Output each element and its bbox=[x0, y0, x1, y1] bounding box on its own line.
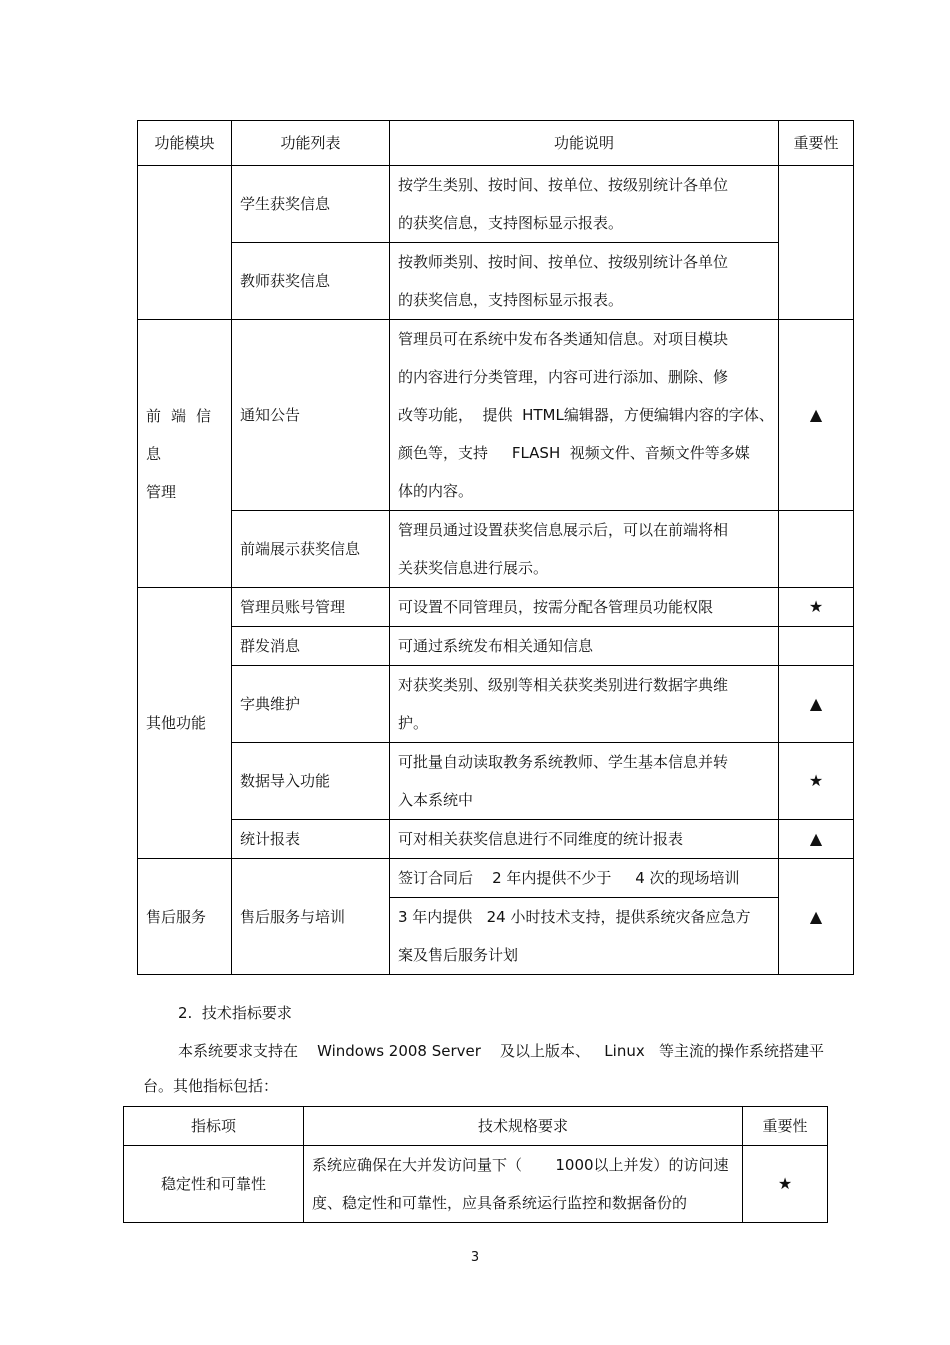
table-row bbox=[138, 243, 854, 320]
description-cell bbox=[390, 898, 779, 975]
description-line: 按教师类别、按时间、按单位、按级别统计各单位 bbox=[398, 253, 729, 271]
description-line: 3 年内提供 24 小时技术支持，提供系统灾备应急方 bbox=[398, 908, 751, 926]
table-row bbox=[138, 859, 854, 898]
feature-cell: 群发消息 bbox=[232, 627, 390, 666]
description-line: 系统应确保在大并发访问量下（ 1000以上并发）的访问速 bbox=[312, 1156, 729, 1174]
importance-cell: ★ bbox=[779, 743, 854, 820]
table-row bbox=[138, 743, 854, 820]
feature-cell: 教师获奖信息 bbox=[232, 243, 390, 320]
table-row bbox=[138, 820, 854, 859]
table-row bbox=[138, 320, 854, 511]
description-cell bbox=[390, 243, 779, 320]
importance-cell: ▲ bbox=[779, 320, 854, 511]
function-table bbox=[137, 120, 854, 975]
description-line: 的获奖信息，支持图标显示报表。 bbox=[398, 291, 624, 309]
module-cell-frontend bbox=[138, 320, 232, 588]
tech-spec-table bbox=[123, 1106, 828, 1223]
importance-cell: ▲ bbox=[779, 859, 854, 975]
description-cell: 签订合同后 2 年内提供不少于 4 次的现场培训 bbox=[390, 859, 779, 898]
description-line: 按学生类别、按时间、按单位、按级别统计各单位 bbox=[398, 176, 729, 194]
header-description: 功能说明 bbox=[390, 121, 779, 166]
description-line: 改等功能， 提供 HTML编辑器，方便编辑内容的字体、 bbox=[398, 406, 774, 424]
spec-cell bbox=[304, 1146, 743, 1223]
header-feature-list: 功能列表 bbox=[232, 121, 390, 166]
description-line: 案及售后服务计划 bbox=[398, 946, 519, 964]
description-line: 颜色等，支持 FLASH 视频文件、音频文件等多媒 bbox=[398, 444, 750, 462]
feature-cell: 字典维护 bbox=[232, 666, 390, 743]
description-cell: 可设置不同管理员，按需分配各管理员功能权限 bbox=[390, 588, 779, 627]
module-label: 前端信息 bbox=[146, 406, 222, 463]
header-importance: 重要性 bbox=[779, 121, 854, 166]
module-label: 管理 bbox=[146, 482, 177, 501]
module-cell-aftersales: 售后服务 bbox=[138, 859, 232, 975]
module-cell-other: 其他功能 bbox=[138, 588, 232, 859]
header-spec: 技术规格要求 bbox=[304, 1107, 743, 1146]
description-cell bbox=[390, 511, 779, 588]
feature-cell: 数据导入功能 bbox=[232, 743, 390, 820]
description-line: 关获奖信息进行展示。 bbox=[398, 559, 549, 577]
header-importance: 重要性 bbox=[743, 1107, 828, 1146]
page-number: 3 bbox=[470, 1250, 480, 1265]
importance-cell bbox=[779, 511, 854, 588]
table-row bbox=[138, 166, 854, 243]
description-cell bbox=[390, 666, 779, 743]
description-cell bbox=[390, 320, 779, 511]
header-item: 指标项 bbox=[124, 1107, 304, 1146]
feature-cell: 售后服务与培训 bbox=[232, 859, 390, 975]
description-line: 入本系统中 bbox=[398, 791, 474, 809]
table-row bbox=[138, 588, 854, 627]
description-line: 体的内容。 bbox=[398, 482, 474, 500]
paragraph-line: 本系统要求支持在 Windows 2008 Server 及以上版本、 Linux 等主流的操作系统搭建平 bbox=[178, 1042, 825, 1060]
feature-cell: 前端展示获奖信息 bbox=[232, 511, 390, 588]
table-row bbox=[138, 666, 854, 743]
description-cell bbox=[390, 743, 779, 820]
table-row bbox=[124, 1146, 828, 1223]
importance-cell bbox=[779, 627, 854, 666]
description-line: 管理员通过设置获奖信息展示后，可以在前端将相 bbox=[398, 521, 729, 539]
importance-cell: ★ bbox=[779, 588, 854, 627]
description-line: 可批量自动读取教务系统教师、学生基本信息并转 bbox=[398, 753, 729, 771]
feature-cell: 学生获奖信息 bbox=[232, 166, 390, 243]
importance-cell bbox=[779, 166, 854, 320]
module-cell-empty bbox=[138, 166, 232, 320]
description-line: 对获奖类别、级别等相关获奖类别进行数据字典维 bbox=[398, 676, 729, 694]
importance-cell: ▲ bbox=[779, 666, 854, 743]
description-cell: 可通过系统发布相关通知信息 bbox=[390, 627, 779, 666]
description-line: 度、稳定性和可靠性，应具备系统运行监控和数据备份的 bbox=[312, 1194, 688, 1212]
table-row bbox=[138, 627, 854, 666]
table-header-row bbox=[124, 1107, 828, 1146]
feature-cell: 管理员账号管理 bbox=[232, 588, 390, 627]
table-header-row bbox=[138, 121, 854, 166]
section-heading: 2. 技术指标要求 bbox=[178, 1004, 292, 1022]
header-module: 功能模块 bbox=[138, 121, 232, 166]
importance-cell: ★ bbox=[743, 1146, 828, 1223]
paragraph-line: 台。其他指标包括： bbox=[143, 1077, 279, 1095]
item-cell: 稳定性和可靠性 bbox=[124, 1146, 304, 1223]
description-line: 的内容进行分类管理，内容可进行添加、删除、修 bbox=[398, 368, 729, 386]
description-line: 管理员可在系统中发布各类通知信息。对项目模块 bbox=[398, 330, 729, 348]
description-cell: 可对相关获奖信息进行不同维度的统计报表 bbox=[390, 820, 779, 859]
importance-cell: ▲ bbox=[779, 820, 854, 859]
feature-cell: 统计报表 bbox=[232, 820, 390, 859]
table-row bbox=[138, 511, 854, 588]
feature-cell: 通知公告 bbox=[232, 320, 390, 511]
description-line: 护。 bbox=[398, 714, 429, 732]
description-line: 的获奖信息，支持图标显示报表。 bbox=[398, 214, 624, 232]
description-cell bbox=[390, 166, 779, 243]
